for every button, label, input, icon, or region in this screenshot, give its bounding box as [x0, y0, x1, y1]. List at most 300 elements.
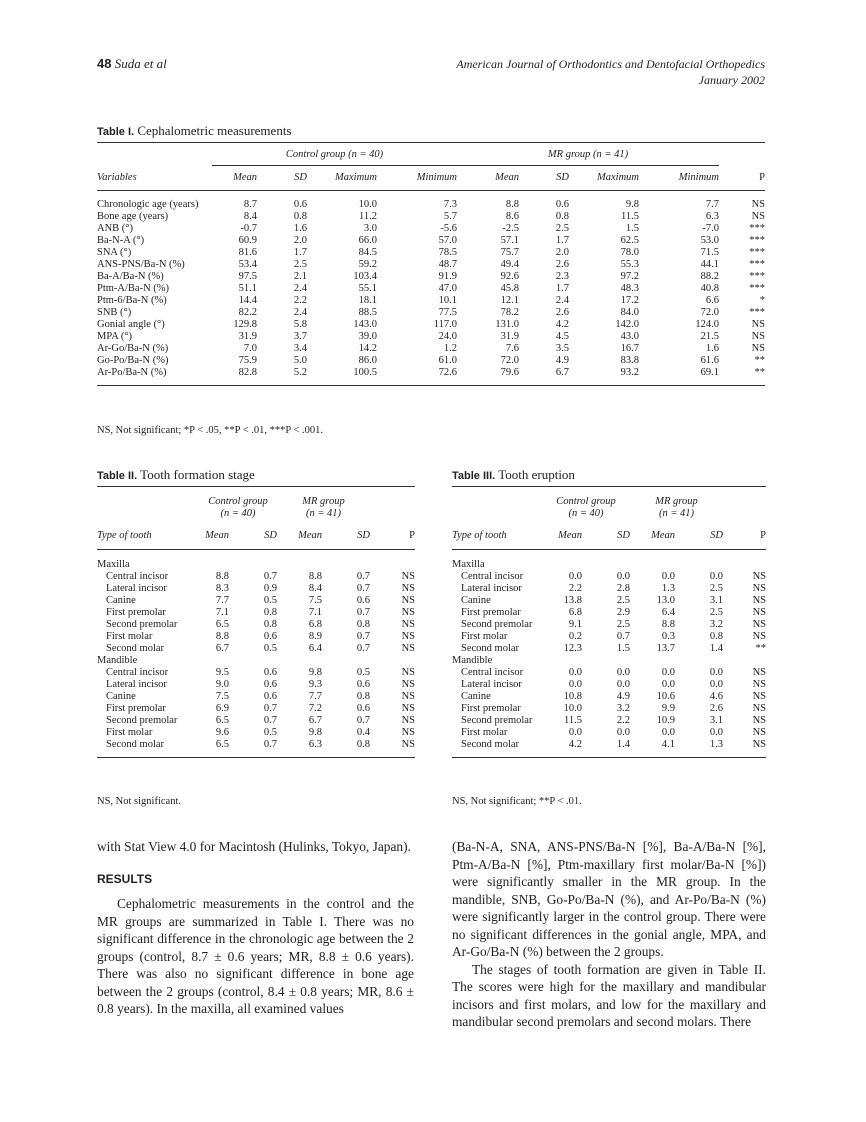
table-cell: 66.0: [358, 235, 377, 246]
table-row: [452, 607, 766, 619]
table-row: [452, 631, 766, 643]
table-cell: 93.2: [620, 367, 639, 378]
table-cell: NS: [751, 319, 765, 330]
table-cell: 8.4: [243, 211, 257, 222]
table-row: [452, 739, 766, 758]
variable-name: Ba-N-A (°): [97, 235, 145, 246]
table-row: [97, 247, 765, 259]
table-cell: NS: [752, 607, 766, 618]
table-cell: 91.9: [438, 271, 457, 282]
tooth-name: First molar: [106, 727, 153, 738]
table-row: [97, 571, 415, 583]
table-row: [97, 643, 415, 655]
table-cell: **: [754, 355, 765, 366]
table-cell: 6.6: [705, 295, 719, 306]
table-cell: 0.0: [568, 571, 582, 582]
table-cell: 0.6: [263, 679, 277, 690]
table-cell: 6.5: [215, 739, 229, 750]
table-cell: 2.4: [293, 307, 307, 318]
table-cell: NS: [752, 619, 766, 630]
table-cell: 88.5: [358, 307, 377, 318]
table-cell: 44.1: [700, 259, 719, 270]
table-cell: 3.7: [293, 331, 307, 342]
tooth-name: Central incisor: [106, 667, 169, 678]
table-cell: 2.3: [555, 271, 569, 282]
table-row: [97, 271, 765, 283]
table-cell: 0.8: [293, 211, 307, 222]
table-cell: 92.6: [500, 271, 519, 282]
table-cell: 2.0: [293, 235, 307, 246]
tooth-name: First molar: [461, 631, 508, 642]
table-cell: 3.5: [555, 343, 569, 354]
body-column-right: [452, 838, 766, 1031]
table-cell: 0.7: [263, 739, 277, 750]
issue-date: January 2002: [698, 73, 765, 87]
table-cell: 1.3: [661, 583, 675, 594]
table-cell: 0.0: [661, 667, 675, 678]
table-cell: 9.0: [215, 679, 229, 690]
table-cell: 6.8: [568, 607, 582, 618]
table3-col-header: SD: [710, 530, 723, 541]
table-cell: 21.5: [700, 331, 719, 342]
table-cell: 0.7: [356, 643, 370, 654]
tooth-name: Canine: [106, 691, 136, 702]
table-row: [452, 583, 766, 595]
table-cell: NS: [752, 691, 766, 702]
table1-col-header: SD: [556, 171, 569, 183]
table-cell: **: [755, 643, 766, 654]
tooth-name: Second premolar: [461, 715, 533, 726]
variable-name: Ar-Go/Ba-N (%): [97, 343, 169, 354]
table-cell: 7.2: [308, 703, 322, 714]
table-cell: 11.2: [359, 211, 377, 222]
tooth-name: First premolar: [106, 703, 166, 714]
table-cell: 0.5: [356, 667, 370, 678]
table-row: [452, 703, 766, 715]
table-cell: 84.0: [620, 307, 639, 318]
tooth-name: First molar: [461, 727, 508, 738]
table-cell: NS: [401, 571, 415, 582]
table-cell: 117.0: [433, 319, 457, 330]
tooth-name: Second molar: [106, 643, 165, 654]
table1-col-header: P: [759, 171, 765, 183]
table-cell: 2.1: [293, 271, 307, 282]
table-cell: 1.4: [616, 739, 630, 750]
table-cell: 0.2: [568, 631, 582, 642]
table-cell: NS: [401, 679, 415, 690]
table-cell: 97.2: [620, 271, 639, 282]
table-cell: 6.4: [308, 643, 322, 654]
table3-group-mr-name: MR group: [655, 495, 698, 507]
table-cell: 0.0: [661, 571, 675, 582]
table-cell: NS: [752, 679, 766, 690]
table-cell: 48.7: [438, 259, 457, 270]
table-cell: 9.1: [568, 619, 582, 630]
table-cell: NS: [752, 727, 766, 738]
body-paragraph: Cephalometric measurements in the control and the MR groups are summarized in Table I. There was no significant difference in the chronologic age between the 2 groups (control, 8.7 ± 0.6 years; MR, 8.8 ± 0.6 years). There was also no significant difference in bone age between the 2 groups (control, 8.4 ± 0.8 years; MR, 8.6 ± 0.8 years). In the maxilla, all examined values: [97, 896, 414, 1016]
table-cell: 0.6: [555, 199, 569, 210]
table3-col-header: SD: [617, 530, 630, 541]
table-cell: 0.6: [356, 679, 370, 690]
tooth-name: Lateral incisor: [461, 583, 522, 594]
table-cell: 8.8: [215, 631, 229, 642]
tooth-name: Lateral incisor: [106, 679, 167, 690]
table-cell: 0.0: [616, 679, 630, 690]
tooth-name: Second premolar: [106, 619, 178, 630]
table-cell: NS: [752, 631, 766, 642]
table-cell: 142.0: [615, 319, 639, 330]
table-cell: 0.0: [616, 727, 630, 738]
table3: [452, 486, 766, 758]
table-cell: 9.8: [308, 667, 322, 678]
table-cell: 7.7: [308, 691, 322, 702]
table-row: [97, 739, 415, 758]
table-cell: 5.0: [293, 355, 307, 366]
table-cell: 69.1: [700, 367, 719, 378]
variable-name: SNB (°): [97, 307, 132, 318]
table3-label: Table III.: [452, 470, 496, 482]
variable-name: MPA (°): [97, 331, 133, 342]
table2-col-header: Type of tooth: [97, 530, 152, 541]
table-row: [97, 259, 765, 271]
table-cell: ***: [749, 223, 765, 234]
table1-col-header: Minimum: [416, 171, 457, 183]
table-cell: 1.7: [293, 247, 307, 258]
table-cell: 7.1: [215, 607, 229, 618]
table3-footnote: NS, Not significant; **P < .01.: [452, 796, 582, 807]
table-cell: NS: [401, 739, 415, 750]
table2-col-header: Mean: [298, 530, 322, 541]
table-cell: 4.6: [709, 691, 723, 702]
table-cell: 47.0: [438, 283, 457, 294]
table-cell: NS: [401, 583, 415, 594]
table2-caption: [97, 467, 255, 483]
table-cell: 0.7: [263, 715, 277, 726]
table-cell: 0.8: [263, 607, 277, 618]
table2-group-mr-n: (n = 41): [305, 507, 342, 519]
table-cell: 3.2: [616, 703, 630, 714]
table1-col-header: Maximum: [335, 171, 377, 183]
table-cell: 17.2: [620, 295, 639, 306]
table3-group-control: [542, 487, 630, 524]
table-row: [452, 679, 766, 691]
table1-title: Cephalometric measurements: [137, 123, 292, 138]
table-cell: NS: [752, 715, 766, 726]
table-cell: 0.0: [661, 679, 675, 690]
table-cell: 13.7: [656, 643, 675, 654]
table-cell: 72.0: [700, 307, 719, 318]
table-cell: 43.0: [620, 331, 639, 342]
tooth-name: First premolar: [461, 607, 521, 618]
variable-name: Gonial angle (°): [97, 319, 165, 330]
table-cell: 4.9: [555, 355, 569, 366]
table-cell: NS: [752, 583, 766, 594]
tooth-name: Second premolar: [106, 715, 178, 726]
body-paragraph: The stages of tooth formation are given in Table II. The scores were high for the maxillary and mandibular incisors and first molars, and low for the maxillary and mandibular second premolars and second molars. There: [452, 961, 766, 1029]
table-cell: 3.1: [709, 595, 723, 606]
table-cell: 0.7: [263, 571, 277, 582]
table2-col-header: SD: [357, 530, 370, 541]
table-cell: ***: [749, 307, 765, 318]
table3-caption: [452, 467, 575, 483]
table2-label: Table II.: [97, 470, 138, 482]
table-cell: 5.7: [443, 211, 457, 222]
table-cell: 0.7: [263, 703, 277, 714]
table-cell: 78.2: [500, 307, 519, 318]
table-cell: 7.5: [308, 595, 322, 606]
table-row: [97, 715, 415, 727]
table-cell: 84.5: [358, 247, 377, 258]
table-cell: ***: [749, 247, 765, 258]
table2-group-control-name: Control group: [208, 495, 268, 507]
table-row: [452, 727, 766, 739]
table-cell: 83.8: [620, 355, 639, 366]
table2-footnote: NS, Not significant.: [97, 796, 181, 807]
table-cell: 0.8: [555, 211, 569, 222]
table-cell: 2.5: [709, 583, 723, 594]
table-cell: 10.6: [656, 691, 675, 702]
table-cell: NS: [751, 211, 765, 222]
table-cell: 2.2: [293, 295, 307, 306]
table-cell: 14.4: [238, 295, 257, 306]
tooth-name: Central incisor: [106, 571, 169, 582]
table-cell: 4.1: [661, 739, 675, 750]
table3-group-mr: [630, 487, 723, 524]
table-cell: 7.0: [243, 343, 257, 354]
table-row: [97, 211, 765, 223]
variable-name: Ptm-A/Ba-N (%): [97, 283, 170, 294]
table-cell: 100.5: [353, 367, 377, 378]
table-cell: 16.7: [620, 343, 639, 354]
variable-name: ANS-PNS/Ba-N (%): [97, 259, 185, 270]
table-cell: 82.8: [238, 367, 257, 378]
table-cell: 7.7: [705, 199, 719, 210]
table-cell: 0.8: [356, 739, 370, 750]
table-cell: 0.0: [709, 667, 723, 678]
table-cell: 6.7: [555, 367, 569, 378]
table-cell: 8.8: [215, 571, 229, 582]
table-cell: 61.6: [700, 355, 719, 366]
table-cell: 71.5: [700, 247, 719, 258]
section-label: Mandible: [452, 655, 493, 666]
table-cell: 2.6: [555, 259, 569, 270]
table-cell: 1.4: [709, 643, 723, 654]
table-cell: 1.7: [555, 235, 569, 246]
table1: [97, 142, 765, 386]
table-cell: 0.7: [356, 631, 370, 642]
table-cell: 1.2: [443, 343, 457, 354]
table-cell: 0.5: [263, 727, 277, 738]
table3-title: Tooth eruption: [498, 467, 575, 482]
table-cell: 0.9: [263, 583, 277, 594]
table-cell: 6.3: [705, 211, 719, 222]
table-cell: 6.3: [308, 739, 322, 750]
table-cell: 72.0: [500, 355, 519, 366]
table-cell: 0.5: [263, 643, 277, 654]
table-cell: NS: [751, 199, 765, 210]
table-cell: 40.8: [700, 283, 719, 294]
table-cell: 24.0: [438, 331, 457, 342]
table-cell: 8.8: [308, 571, 322, 582]
table-cell: 9.8: [625, 199, 639, 210]
table-cell: 75.9: [238, 355, 257, 366]
table-cell: 10.1: [438, 295, 457, 306]
table-cell: 129.8: [233, 319, 257, 330]
variable-name: Go-Po/Ba-N (%): [97, 355, 169, 366]
table-cell: 4.5: [555, 331, 569, 342]
table-cell: 6.7: [215, 643, 229, 654]
table-row: [452, 643, 766, 655]
table-cell: 8.7: [243, 199, 257, 210]
table-cell: 3.2: [709, 619, 723, 630]
table-cell: 86.0: [358, 355, 377, 366]
table-cell: 0.0: [568, 727, 582, 738]
table-cell: 8.8: [505, 199, 519, 210]
table-row: [452, 571, 766, 583]
table-cell: 4.2: [568, 739, 582, 750]
table1-group-control: Control group (n = 40): [212, 143, 457, 166]
table-cell: 57.1: [500, 235, 519, 246]
table-cell: 2.4: [555, 295, 569, 306]
table-cell: 2.5: [293, 259, 307, 270]
table-cell: 88.2: [700, 271, 719, 282]
table2-group-mr: [277, 487, 370, 524]
table-cell: 6.5: [215, 715, 229, 726]
tooth-name: Central incisor: [461, 571, 524, 582]
table-cell: 2.8: [616, 583, 630, 594]
table-cell: 9.8: [308, 727, 322, 738]
table-cell: 2.5: [616, 619, 630, 630]
table1-label: Table I.: [97, 126, 135, 138]
table-cell: 53.0: [700, 235, 719, 246]
table-cell: 6.9: [215, 703, 229, 714]
table-cell: 0.3: [661, 631, 675, 642]
table-cell: 18.1: [358, 295, 377, 306]
table-cell: 0.0: [616, 571, 630, 582]
table-cell: NS: [752, 667, 766, 678]
table-cell: 59.2: [358, 259, 377, 270]
table-cell: NS: [752, 571, 766, 582]
table1-col-header: Minimum: [678, 171, 719, 183]
table-cell: 10.9: [656, 715, 675, 726]
table-cell: 53.4: [238, 259, 257, 270]
table-cell: 10.8: [563, 691, 582, 702]
table2-title: Tooth formation stage: [140, 467, 255, 482]
table-row: [97, 307, 765, 319]
table3-group-control-name: Control group: [556, 495, 616, 507]
running-header-left: [97, 56, 167, 72]
table-cell: 8.3: [215, 583, 229, 594]
table-cell: *: [759, 295, 765, 306]
table-cell: 8.8: [661, 619, 675, 630]
table-cell: 0.8: [263, 619, 277, 630]
table-row: [452, 595, 766, 607]
table-row: [97, 235, 765, 247]
table-cell: 12.3: [563, 643, 582, 654]
table-cell: 7.1: [308, 607, 322, 618]
section-heading: RESULTS: [97, 871, 153, 886]
table-cell: 0.6: [263, 691, 277, 702]
table1-col-header: SD: [294, 171, 307, 183]
table-row: [97, 283, 765, 295]
table-cell: 7.6: [505, 343, 519, 354]
table-row: [97, 367, 765, 386]
table-cell: 2.0: [555, 247, 569, 258]
table-cell: 9.5: [215, 667, 229, 678]
table-cell: ***: [749, 259, 765, 270]
table-row: [97, 727, 415, 739]
table1-group-mr: MR group (n = 41): [457, 143, 719, 166]
variable-name: SNA (°): [97, 247, 132, 258]
table-cell: 10.0: [358, 199, 377, 210]
table-cell: -0.7: [240, 223, 257, 234]
table-cell: 3.4: [293, 343, 307, 354]
table-cell: 2.4: [293, 283, 307, 294]
table-cell: 0.7: [356, 571, 370, 582]
variable-name: Ptm-6/Ba-N (%): [97, 295, 167, 306]
tooth-name: Lateral incisor: [106, 583, 167, 594]
table-row: [97, 631, 415, 643]
table-cell: 0.6: [293, 199, 307, 210]
running-header-right: [456, 56, 765, 88]
table-cell: NS: [751, 343, 765, 354]
table-cell: 61.0: [438, 355, 457, 366]
tooth-name: Second molar: [461, 643, 520, 654]
table-cell: 14.2: [358, 343, 377, 354]
table1-col-header: Mean: [495, 171, 519, 183]
tooth-name: Central incisor: [461, 667, 524, 678]
table-cell: 72.6: [438, 367, 457, 378]
table-cell: 7.5: [215, 691, 229, 702]
table-cell: 0.0: [709, 571, 723, 582]
table-cell: 78.5: [438, 247, 457, 258]
table-cell: 9.6: [215, 727, 229, 738]
table-row: [97, 667, 415, 679]
table-cell: 2.5: [709, 607, 723, 618]
table-row: [97, 679, 415, 691]
table-cell: 8.4: [308, 583, 322, 594]
table-cell: 143.0: [353, 319, 377, 330]
table-row: [452, 619, 766, 631]
table-cell: 81.6: [238, 247, 257, 258]
table-cell: NS: [401, 631, 415, 642]
table-cell: 0.7: [616, 631, 630, 642]
table-cell: NS: [752, 739, 766, 750]
table-cell: 6.8: [308, 619, 322, 630]
table-cell: NS: [752, 703, 766, 714]
table-cell: 9.9: [661, 703, 675, 714]
table-row: [97, 295, 765, 307]
table2-col-header: P: [409, 530, 415, 541]
page-number: 48: [97, 56, 112, 71]
table-cell: 57.0: [438, 235, 457, 246]
table-row: [97, 583, 415, 595]
table-cell: 49.4: [500, 259, 519, 270]
body-paragraph: (Ba-N-A, SNA, ANS-PNS/Ba-N [%], Ba-A/Ba-N [%], Ptm-A/Ba-N [%], Ptm-maxillary first molar/Ba-N [%]) were significantly smaller in the MR group. In the mandible, SNB, Go-Po/Ba-N (%), and Ar-Po/Ba-N (%) were significantly larger in the control group. There were no significant differences in the gonial angle, MPA, and Ar-Go/Ba-N (%) between the 2 groups.: [452, 839, 766, 959]
table1-footnote: NS, Not significant; *P < .05, **P < .01, ***P < .001.: [97, 425, 324, 436]
table-row: [97, 619, 415, 631]
table-cell: 0.0: [709, 679, 723, 690]
table-cell: 3.1: [709, 715, 723, 726]
journal-name: American Journal of Orthodontics and Dentofacial Orthopedics: [456, 57, 765, 71]
table-cell: 2.9: [616, 607, 630, 618]
table-cell: 11.5: [621, 211, 639, 222]
tooth-name: Second premolar: [461, 619, 533, 630]
table3-col-header: Type of tooth: [452, 530, 507, 541]
table-cell: 124.0: [695, 319, 719, 330]
section-row: [97, 550, 415, 572]
table-cell: 0.7: [356, 607, 370, 618]
